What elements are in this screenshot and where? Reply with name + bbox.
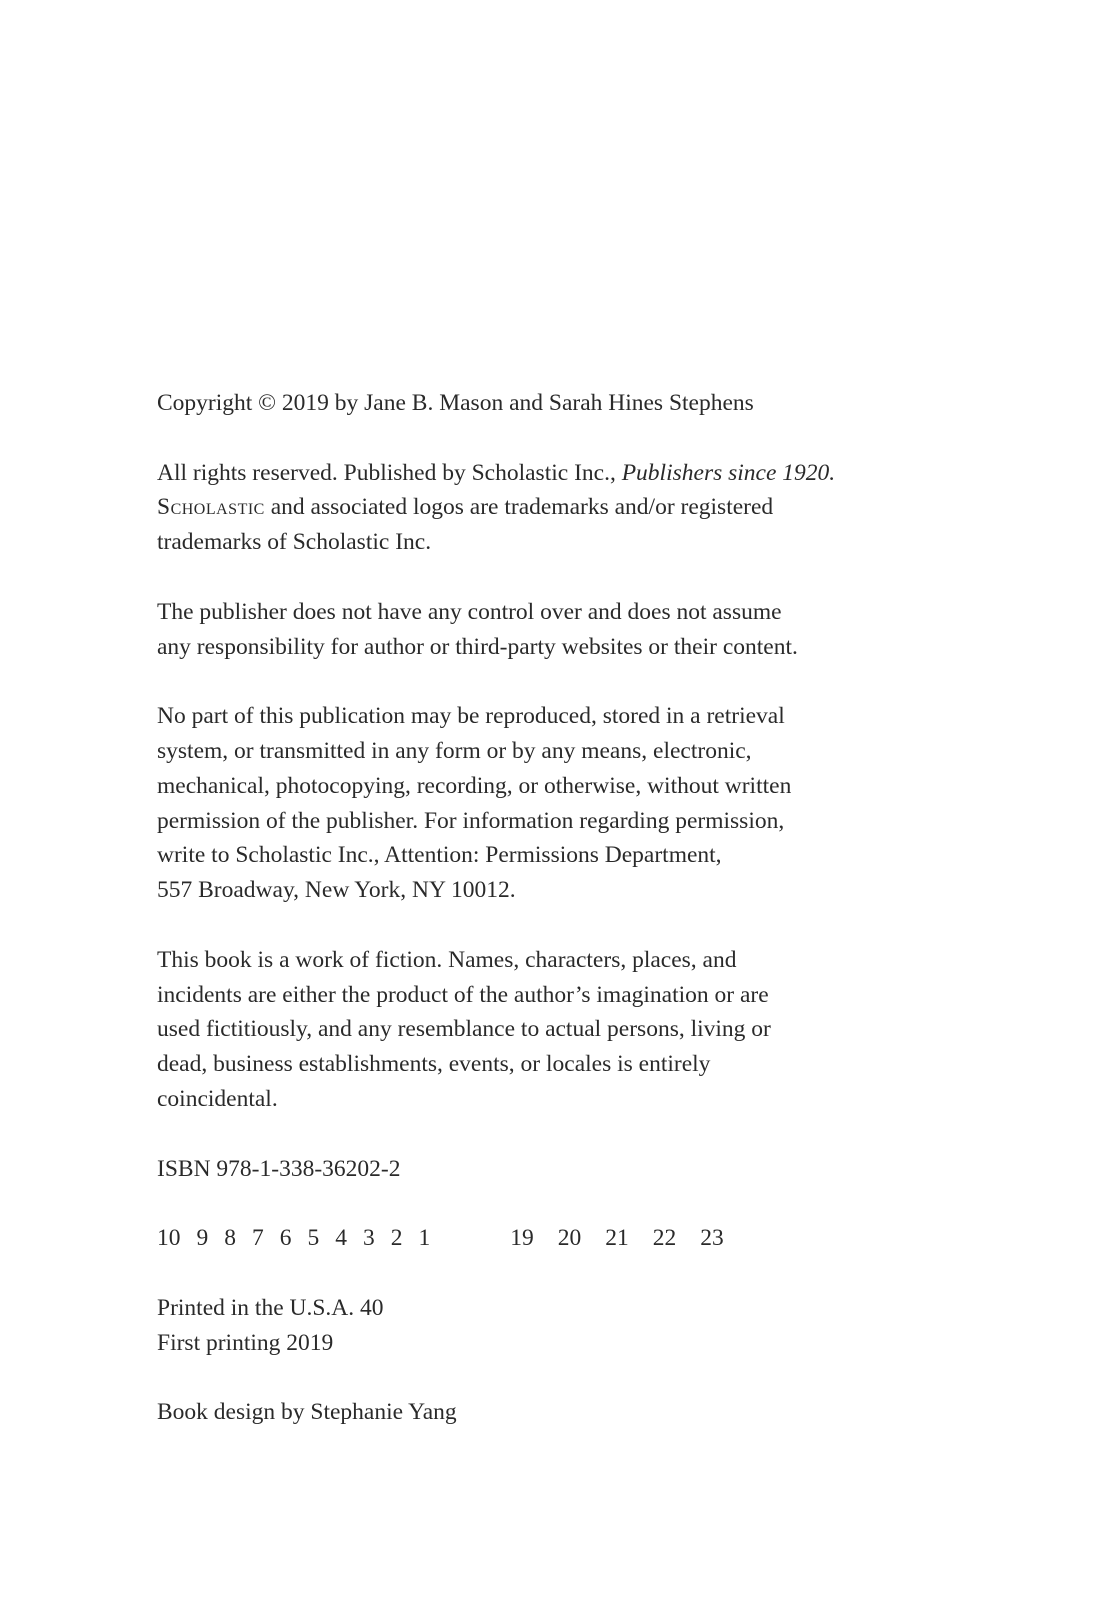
rights-paragraph (157, 456, 1057, 560)
impression-number: 6 (279, 1225, 292, 1252)
year-number: 23 (700, 1225, 724, 1252)
disclaimer-line: any responsibility for author or third-party websites or their content. (157, 633, 798, 660)
year-number: 19 (510, 1225, 534, 1252)
reproduction-line: 557 Broadway, New York, NY 10012. (157, 877, 516, 904)
impression-number: 10 (157, 1225, 181, 1252)
year-number: 21 (605, 1225, 629, 1252)
copyright-page (157, 386, 1057, 1465)
rights-line-2 (157, 490, 1057, 525)
isbn-line: ISBN 978-1-338-36202-2 (157, 1155, 401, 1182)
impression-number: 8 (224, 1225, 236, 1252)
rights-line-3: trademarks of Scholastic Inc. (157, 529, 432, 556)
year-number: 22 (652, 1225, 677, 1252)
reproduction-line: write to Scholastic Inc., Attention: Permissions Department, (157, 842, 722, 869)
reproduction-line: system, or transmitted in any form or by any means, electronic, (157, 737, 752, 764)
impression-number: 9 (196, 1225, 209, 1252)
rights-published-text: All rights reserved. Published by Scholastic Inc., (157, 459, 622, 486)
printer-key-line (157, 1221, 1057, 1256)
fiction-paragraph (157, 943, 1057, 1117)
first-printing-line: First printing 2019 (157, 1329, 334, 1356)
reproduction-line: permission of the publisher. For information regarding permission, (157, 807, 785, 834)
reproduction-paragraph (157, 699, 1057, 908)
disclaimer-paragraph (157, 595, 1057, 665)
reproduction-line: mechanical, photocopying, recording, or otherwise, without written (157, 772, 792, 799)
impression-number: 3 (363, 1225, 375, 1252)
year-number: 20 (557, 1225, 582, 1252)
scholastic-trademark: Scholastic (157, 494, 265, 521)
copyright-line: Copyright © 2019 by Jane B. Mason and Sarah Hines Stephens (157, 390, 754, 416)
impression-number: 7 (252, 1225, 264, 1252)
isbn-paragraph (157, 1152, 1057, 1187)
impression-numbers (157, 1221, 446, 1256)
year-numbers (510, 1221, 748, 1256)
fiction-line: dead, business establishments, events, or locales is entirely (157, 1051, 711, 1078)
fiction-line: This book is a work of fiction. Names, characters, places, and (157, 946, 737, 973)
impression-number: 5 (307, 1225, 320, 1252)
printed-in-line: Printed in the U.S.A. 40 (157, 1294, 384, 1321)
fiction-line: coincidental. (157, 1085, 278, 1112)
copyright-notice (157, 386, 1057, 421)
impression-number: 2 (390, 1225, 403, 1252)
disclaimer-line: The publisher does not have any control over and does not assume (157, 598, 782, 625)
trademark-text: and associated logos are trademarks and/or registered (264, 494, 774, 521)
publishers-since-text: Publishers since 1920. (621, 459, 836, 486)
printing-paragraph (157, 1291, 1057, 1361)
design-credit-line: Book design by Stephanie Yang (157, 1399, 457, 1426)
reproduction-line: No part of this publication may be reproduced, stored in a retrieval (157, 703, 785, 730)
impression-number: 1 (418, 1225, 431, 1252)
design-credit-paragraph (157, 1395, 1057, 1430)
fiction-line: incidents are either the product of the author’s imagination or are (157, 981, 769, 1008)
rights-line-1 (157, 456, 1057, 491)
impression-number: 4 (335, 1225, 347, 1252)
fiction-line: used fictitiously, and any resemblance to actual persons, living or (157, 1016, 771, 1043)
